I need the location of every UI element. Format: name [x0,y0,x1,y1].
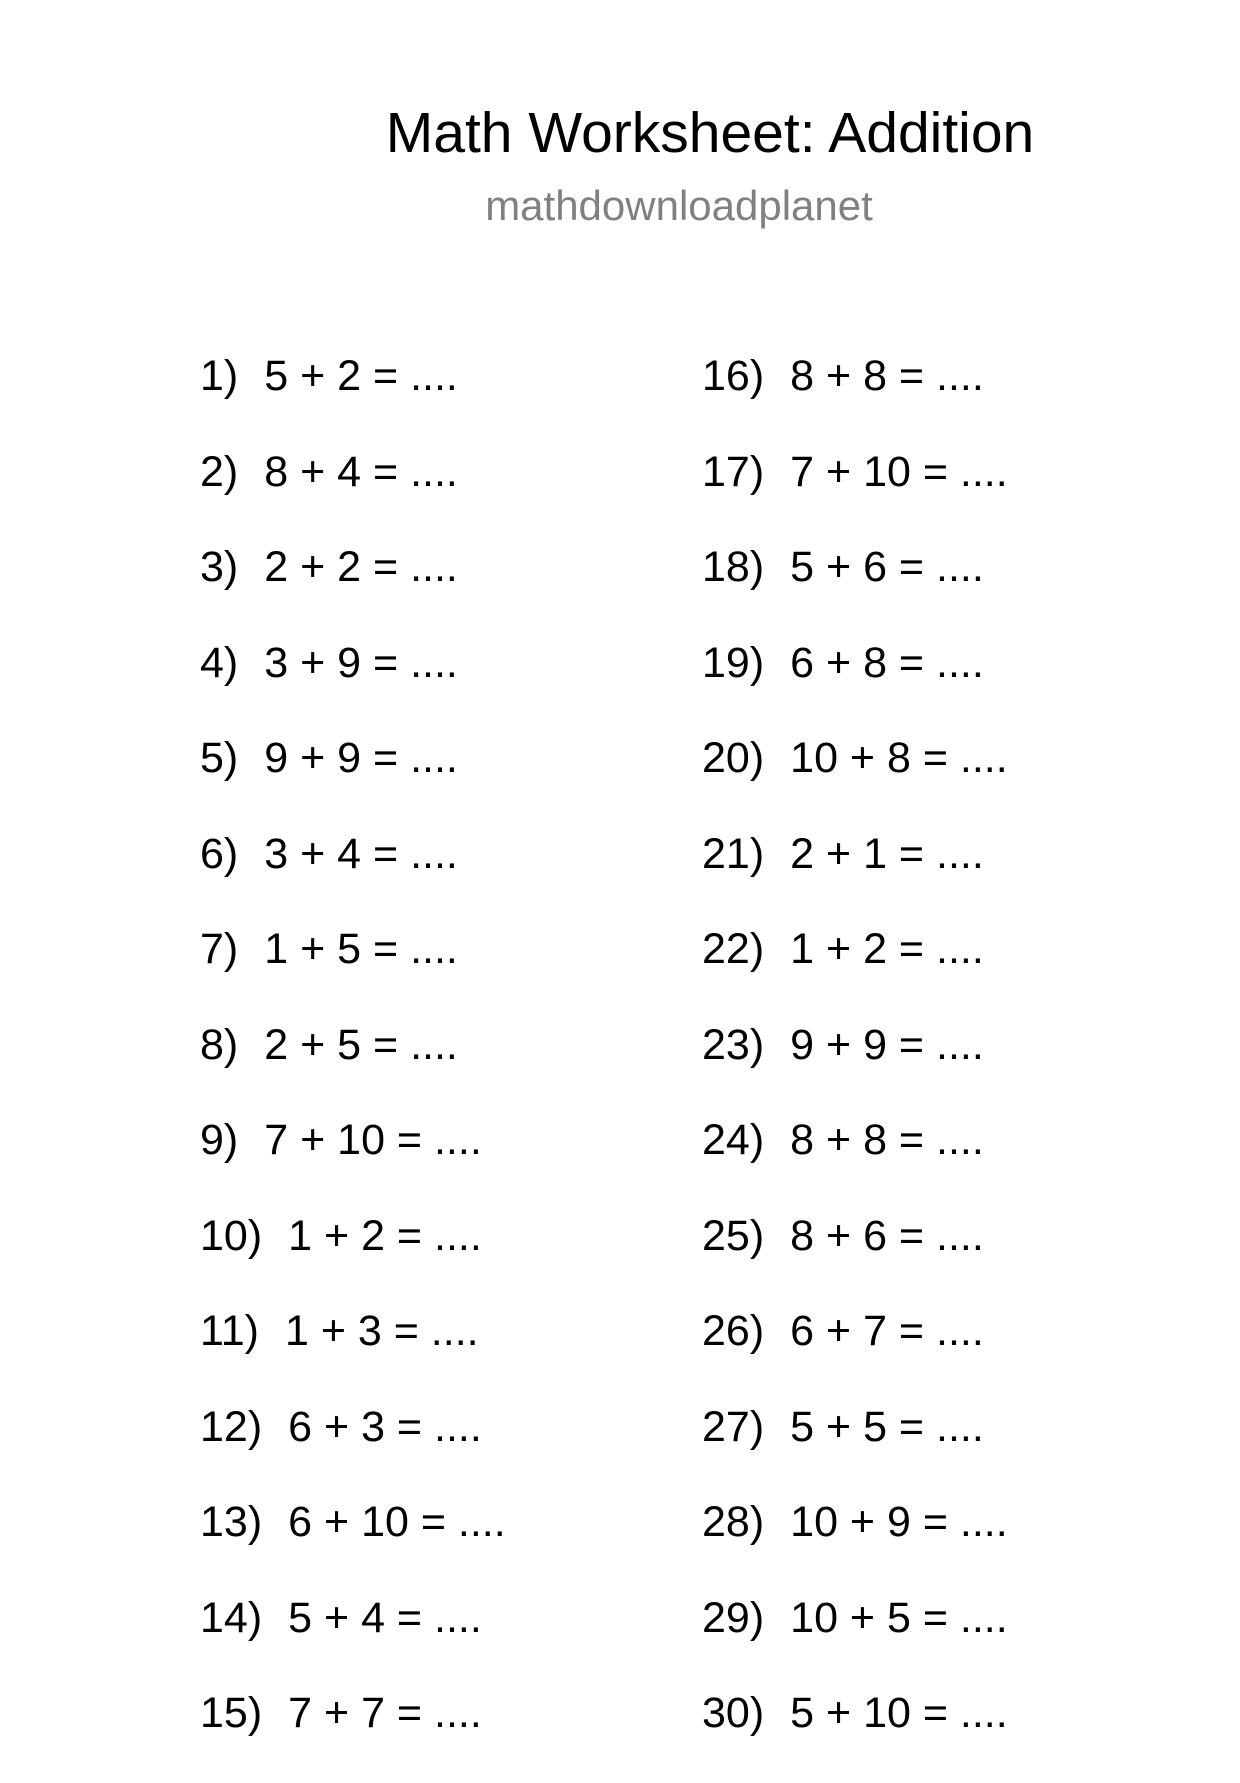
problem-5 [200,732,506,828]
problem-18 [702,541,1008,637]
problem-24 [702,1114,1008,1210]
problem-number: 15) [200,1689,263,1737]
problem-expression: 5 + 2 = .... [264,352,458,400]
problem-number: 19) [702,638,765,687]
problem-column-left [200,350,506,1783]
problem-expression: 6 + 8 = .... [790,638,984,687]
problem-4 [200,637,506,733]
problem-number: 8) [200,1020,239,1069]
problem-expression: 7 + 10 = .... [264,1116,482,1164]
problem-8 [200,1019,506,1115]
problem-expression: 1 + 2 = .... [288,1211,482,1260]
problem-number: 2) [200,447,239,496]
problem-expression: 8 + 8 = .... [790,352,984,400]
problem-number: 27) [702,1402,765,1451]
problem-26 [702,1305,1008,1401]
problem-number: 5) [200,734,239,782]
problem-expression: 5 + 4 = .... [288,1593,482,1642]
problem-7 [200,923,506,1019]
problem-expression: 5 + 5 = .... [790,1402,984,1451]
problem-number: 22) [702,925,765,973]
problem-20 [702,732,1008,828]
problem-expression: 3 + 4 = .... [264,829,458,878]
problem-number: 7) [200,925,239,973]
problem-21 [702,828,1008,924]
problem-28 [702,1496,1008,1592]
problem-number: 24) [702,1116,765,1164]
problem-expression: 2 + 5 = .... [264,1020,458,1069]
problem-number: 29) [702,1593,765,1642]
problem-10 [200,1210,506,1306]
problem-expression: 10 + 5 = .... [790,1593,1008,1642]
problem-number: 20) [702,734,765,782]
problem-3 [200,541,506,637]
problem-expression: 5 + 10 = .... [790,1689,1008,1737]
problem-expression: 2 + 1 = .... [790,829,984,878]
problem-22 [702,923,1008,1019]
problem-expression: 1 + 2 = .... [790,925,984,973]
problem-1 [200,350,506,446]
problem-number: 21) [702,829,765,878]
problem-23 [702,1019,1008,1115]
problem-13 [200,1496,506,1592]
problem-30 [702,1687,1008,1783]
problem-number: 30) [702,1689,765,1737]
problem-number: 26) [702,1307,765,1355]
problem-number: 28) [702,1498,765,1546]
problem-expression: 9 + 9 = .... [790,1020,984,1069]
problem-number: 14) [200,1593,263,1642]
problem-number: 17) [702,447,765,496]
problem-expression: 1 + 5 = .... [264,925,458,973]
problem-expression: 6 + 3 = .... [288,1402,482,1451]
problem-16 [702,350,1008,446]
problem-19 [702,637,1008,733]
problem-25 [702,1210,1008,1306]
problem-number: 13) [200,1498,263,1546]
problem-expression: 7 + 10 = .... [790,447,1008,496]
problem-number: 1) [200,352,239,400]
problem-expression: 8 + 6 = .... [790,1211,984,1260]
page-subtitle: mathdownloadplanet [485,182,873,229]
problem-number: 12) [200,1402,263,1451]
problem-14 [200,1592,506,1688]
problem-expression: 8 + 8 = .... [790,1116,984,1164]
problem-expression: 5 + 6 = .... [790,543,984,591]
problem-expression: 6 + 7 = .... [790,1307,984,1355]
problem-number: 3) [200,543,239,591]
problem-15 [200,1687,506,1783]
problem-number: 10) [200,1211,263,1260]
problem-number: 11) [200,1307,259,1355]
problem-expression: 10 + 9 = .... [790,1498,1008,1546]
page-title: Math Worksheet: Addition [385,101,1035,165]
problem-9 [200,1114,506,1210]
problem-expression: 3 + 9 = .... [264,638,458,687]
problem-number: 18) [702,543,765,591]
problem-6 [200,828,506,924]
problem-27 [702,1401,1008,1497]
problem-11 [200,1305,506,1401]
problem-2 [200,446,506,542]
problem-expression: 2 + 2 = .... [264,543,458,591]
problem-expression: 6 + 10 = .... [288,1498,506,1546]
problem-expression: 8 + 4 = .... [264,447,458,496]
problem-number: 16) [702,352,765,400]
problem-expression: 9 + 9 = .... [264,734,458,782]
problem-number: 6) [200,829,239,878]
problem-number: 4) [200,638,239,687]
problem-29 [702,1592,1008,1688]
problem-17 [702,446,1008,542]
problem-12 [200,1401,506,1497]
problem-column-right [702,350,1008,1783]
problem-number: 25) [702,1211,765,1260]
problem-number: 9) [200,1116,239,1164]
problem-expression: 10 + 8 = .... [790,734,1008,782]
problem-expression: 1 + 3 = .... [284,1307,479,1355]
problem-expression: 7 + 7 = .... [288,1689,482,1737]
problem-number: 23) [702,1020,765,1069]
